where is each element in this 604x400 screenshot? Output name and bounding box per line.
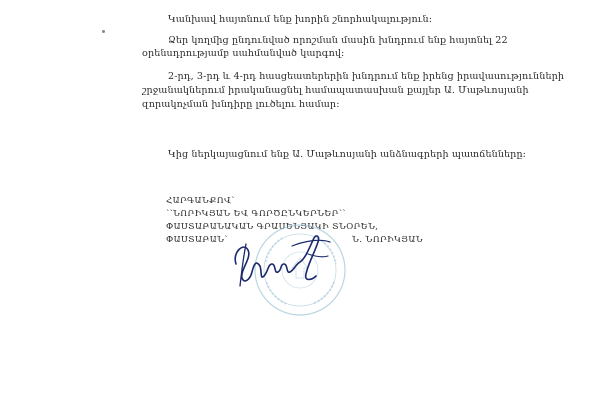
advocate-title: ՓԱՍՏԱԲԱՆ՝ bbox=[166, 235, 228, 245]
attachments-paragraph: Կից ներկայացնում ենք Ա. Մաթևոսյանի անձնագրերի պատճենները: bbox=[168, 149, 526, 160]
director-title: ՓԱՍՏԱԲԱՆԱԿԱՆ ԳՐԱՍԵՆՅԱԿԻ ՏՆՕՐԵՆ, bbox=[166, 222, 379, 232]
addressees-paragraph-line-2: շրջանակներում իրականացնել համապատասխան քայլեր Ա. Մաթևոսյանի bbox=[142, 85, 529, 96]
signatory-name: Ն. ՆՈՐԻԿՅԱՆ bbox=[352, 235, 423, 245]
handwritten-signature bbox=[222, 224, 340, 294]
regards-label: ՀԱՐԳԱՆՔՈՎ՝ bbox=[166, 196, 235, 206]
decision-paragraph-line-1: Ձեր կողմից ընդունված որոշման մասին խնդրում ենք հայտնել 22 bbox=[168, 35, 508, 46]
decision-paragraph-line-2: օրենսդրությամբ սահմանված կարգով: bbox=[142, 48, 345, 59]
scan-speck bbox=[102, 30, 105, 33]
addressees-paragraph-line-3: զորակոչման խնդիրը լուծելու համար: bbox=[142, 99, 340, 110]
firm-name: ՝՝ՆՈՐԻԿՅԱՆ ԵՎ ԳՈՐԾԸՆԿԵՐՆԵՐ՝՝ bbox=[166, 209, 346, 219]
addressees-paragraph-line-1: 2-րդ, 3-րդ և 4-րդ հասցեատերերին խնդրում ենք իրենց իրավասությունների bbox=[168, 71, 565, 82]
thanks-paragraph: Կանխավ հայտնում ենք խորին շնորհակալություն: bbox=[168, 14, 433, 25]
